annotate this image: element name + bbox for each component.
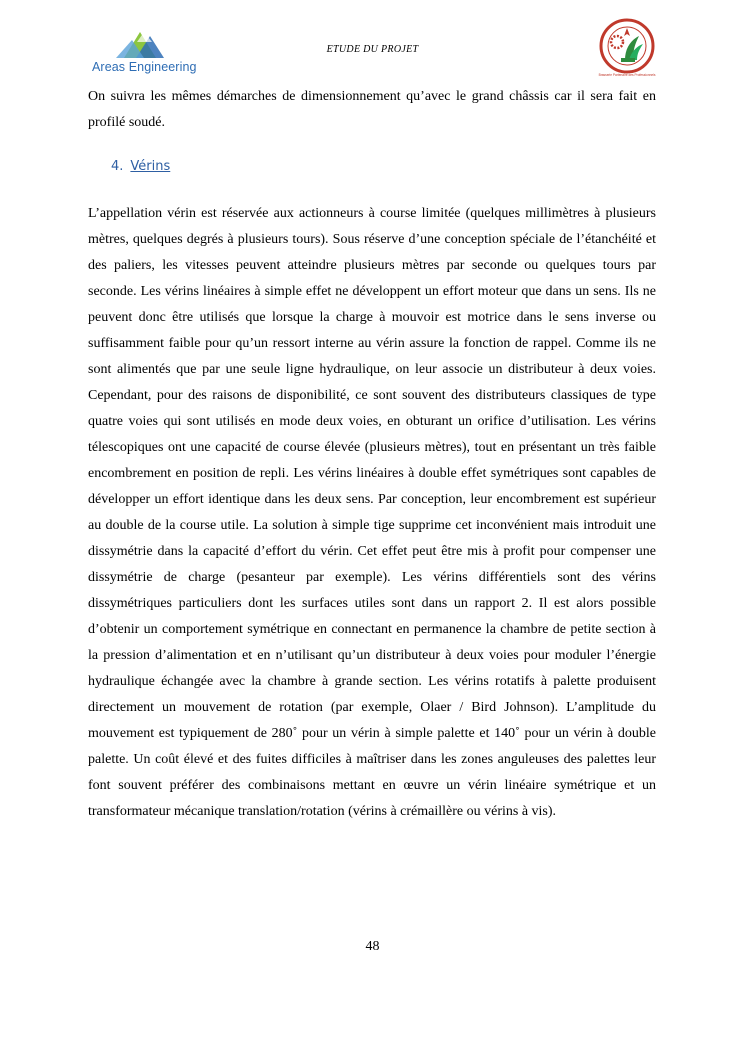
section-title: Vérins [130, 159, 171, 174]
page-number: 48 [365, 939, 380, 954]
body-paragraph: L’appellation vérin est réservée aux actionneurs à course limitée (quelques millimètres à plusieurs mètres, quelques degrés à plusieurs tours). Sous réserve d’une conception spéciale de l’étanchéité et des paliers, les vitesses peuvent atteindre plusieurs mètres par seconde ou quelques tours par seconde. Les vérins linéaires à simple effet ne développent un effort moteur que dans un sens. Ils ne peuvent donc être utilisés que lorsque la charge à mouvoir est motrice dans le sens inverse ou suffisamment faible pour qu’un ressort interne au vérin assure la fonction de rappel. Comme ils ne sont alimentés que par une seule ligne hydraulique, on leur associe un distributeur à deux voies. Cependant, pour des raisons de disponibilité, ce sont souvent des distributeurs classiques de type quatre voies qui sont utilisés en mode deux voies, en obturant un orifice d’utilisation. Les vérins télescopiques ont une capacité de course élevée (plusieurs mètres), tout en présentant un très faible encombrement en position de repli. Les vérins linéaires à double effet symétriques sont capables de développer un effort identique dans les deux sens. Par conception, leur encombrement est supérieur au double de la course utile. La solution à simple tige supprime cet inconvénient mais introduit une dissymétrie dans la capacité d’effort du vérin. Cet effet peut être mis à profit pour compenser une dissymétrie de charge (pesanteur par exemple). Les vérins différentiels sont des vérins dissymétriques particuliers dont les surfaces utiles sont dans un rapport 2. Il est alors possible d’obtenir un comportement symétrique en connectant en permanence la chambre de petite section à la pression d’alimentation et en n’utilisant qu’un distributeur à deux voies pour moduler l’énergie hydraulique échangée avec la chambre à grande section. Les vérins rotatifs à palette produisent directement un mouvement de rotation (par exemple, Olaer / Bird Johnson). L’amplitude du mouvement est typiquement de 280˚ pour un vérin à simple palette et 140˚ pour un vérin à double palette. Un coût élevé et des fuites difficiles à maîtriser dans les zones anguleuses des palettes leur font souvent préférer des combinaisons mettant en œuvre un vérin linéaire symétrique et un transformateur mécanique translation/rotation (vérins à crémaillère ou vérins à vis). [88, 206, 656, 819]
brand-name: Areas Engineering [92, 60, 197, 74]
emblem-icon [595, 18, 659, 74]
brasserie-emblem-logo [595, 18, 659, 80]
intro-paragraph: On suivra les mêmes démarches de dimensionnement qu’avec le grand châssis car il sera fait en profilé soudé. [88, 89, 656, 130]
header-title: ETUDE DU PROJET [326, 44, 419, 55]
section-heading [111, 159, 170, 174]
section-number: 4. [111, 159, 124, 174]
emblem-caption: Brasserie Partenaire des Professionnels [598, 73, 656, 77]
